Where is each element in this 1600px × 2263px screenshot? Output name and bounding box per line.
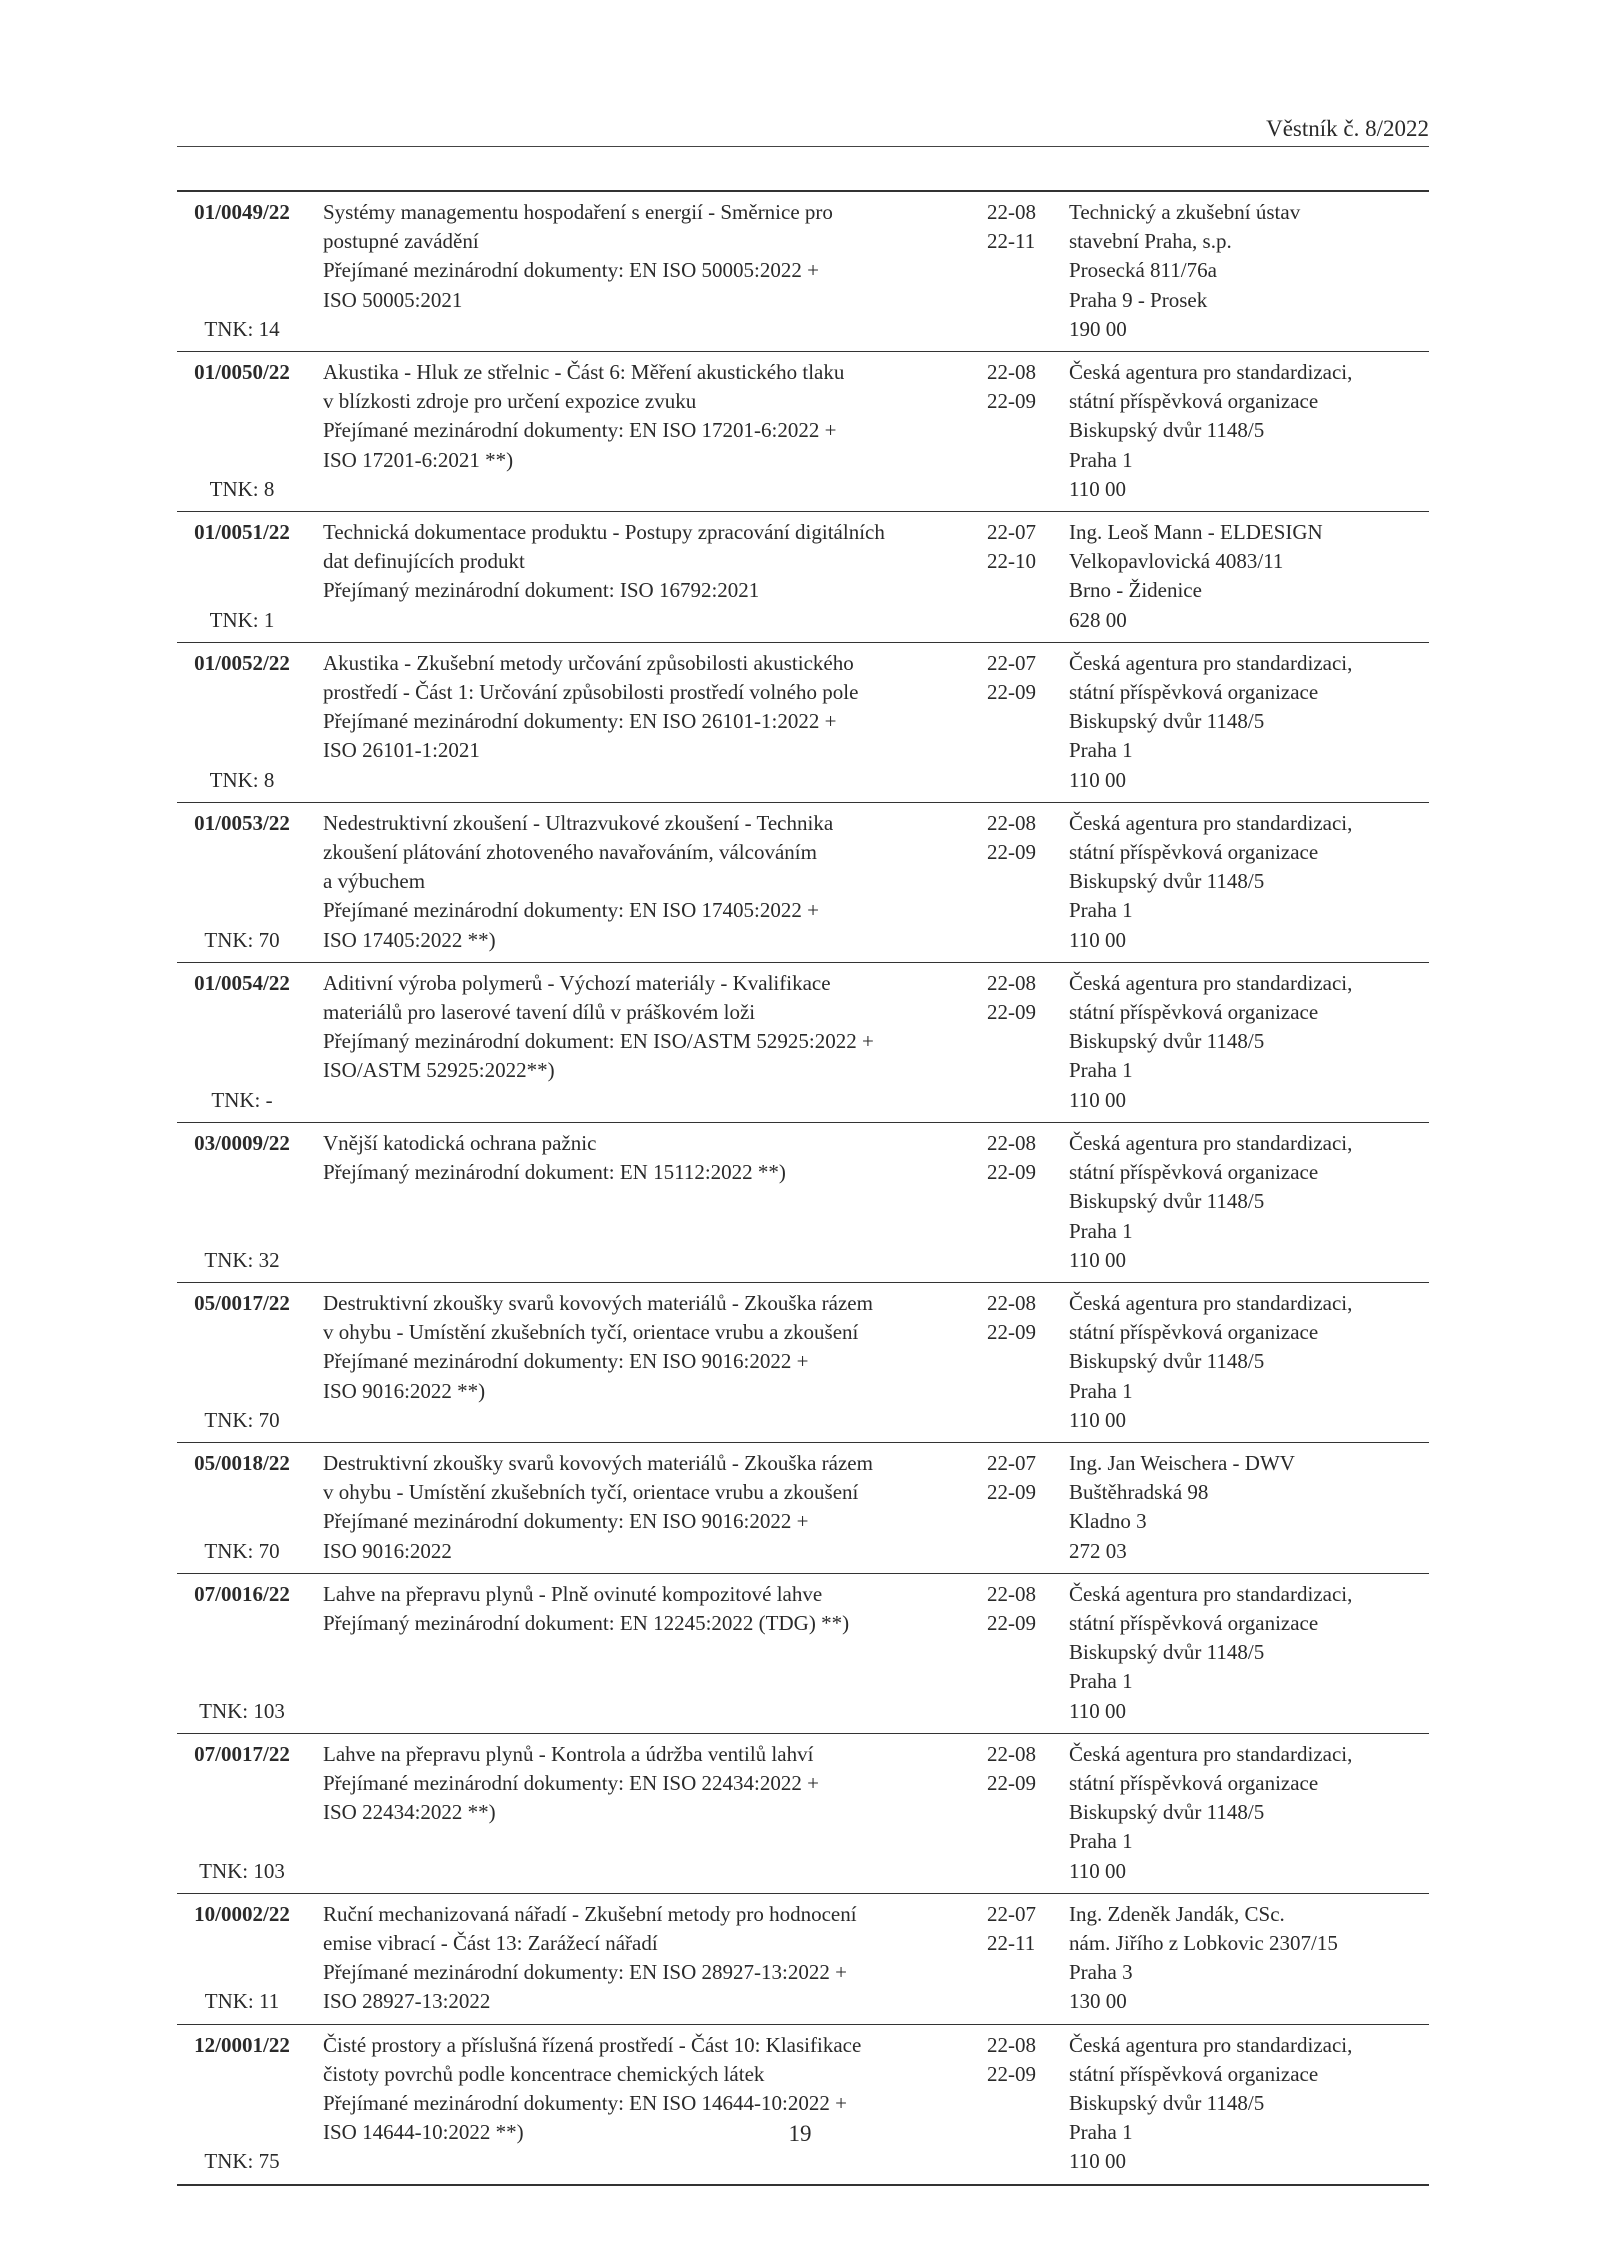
entry-address-line: Biskupský dvůr 1148/5 xyxy=(1069,1349,1265,1374)
entry-title-line: Akustika - Zkušební metody určování způsobilosti akustického xyxy=(323,650,854,675)
entry-address-line: Ing. Jan Weischera - DWV xyxy=(1069,1450,1295,1475)
entry-address-line: Biskupský dvůr 1148/5 xyxy=(1069,418,1265,443)
entry-address-line: Praha 3 xyxy=(1069,1960,1133,1985)
entry-title-cell xyxy=(307,1580,969,1726)
entry-address-line: Česká agentura pro standardizaci, xyxy=(1069,1290,1353,1315)
table-row xyxy=(177,962,1429,1122)
entry-title-line: v ohybu - Umístění zkušebních tyčí, orientace vrubu a zkoušení xyxy=(323,1480,859,1505)
entry-address-line: Biskupský dvůr 1148/5 xyxy=(1069,1800,1265,1825)
entry-dates-cell xyxy=(969,518,1064,635)
entry-tnk: TNK: 70 xyxy=(204,1407,280,1432)
entry-address-line: Česká agentura pro standardizaci, xyxy=(1069,1741,1353,1766)
entry-id-cell xyxy=(177,1449,307,1566)
entry-id-cell xyxy=(177,1900,307,2017)
entry-address-line: státní příspěvková organizace xyxy=(1069,1160,1319,1185)
page-header xyxy=(177,112,1429,147)
entry-dates-cell xyxy=(969,1449,1064,1566)
entry-title-cell xyxy=(307,518,969,635)
entry-address-line: 190 00 xyxy=(1069,316,1127,341)
entry-tnk: TNK: 1 xyxy=(209,607,275,632)
entry-title-cell xyxy=(307,1129,969,1275)
entry-title-line: ISO 26101-1:2021 xyxy=(323,738,480,763)
entry-address-line: státní příspěvková organizace xyxy=(1069,1770,1319,1795)
entry-address-line: Praha 1 xyxy=(1069,447,1133,472)
entry-title-cell xyxy=(307,969,969,1115)
entry-title-line: Akustika - Hluk ze střelnic - Část 6: Měření akustického tlaku xyxy=(323,360,845,385)
entry-id-cell xyxy=(177,1289,307,1435)
entry-title-cell xyxy=(307,649,969,795)
entry-title-cell xyxy=(307,1900,969,2017)
entry-address-line: 110 00 xyxy=(1069,1407,1126,1432)
entry-title-line: Přejímané mezinárodní dokumenty: EN ISO 14644-10:2022 + xyxy=(323,2090,847,2115)
entry-address-cell xyxy=(1064,969,1429,1115)
entry-tnk: TNK: 8 xyxy=(209,767,275,792)
entry-id-cell xyxy=(177,649,307,795)
entry-title-cell xyxy=(307,2031,969,2177)
entry-title-line: postupné zavádění xyxy=(323,229,479,254)
entry-title-line: Nedestruktivní zkoušení - Ultrazvukové zkoušení - Technika xyxy=(323,810,834,835)
entry-address-line: Praha 1 xyxy=(1069,1378,1133,1403)
entry-address-line: Česká agentura pro standardizaci, xyxy=(1069,650,1353,675)
entry-date: 22-09 xyxy=(987,1770,1036,1795)
entry-date: 22-07 xyxy=(987,1901,1036,1926)
page-number: 19 xyxy=(788,2121,812,2146)
entry-date: 22-08 xyxy=(987,1581,1036,1606)
entry-dates-cell xyxy=(969,1900,1064,2017)
entry-title-line: Přejímané mezinárodní dokumenty: EN ISO 17405:2022 + xyxy=(323,898,819,923)
entry-id-cell xyxy=(177,969,307,1115)
entry-address-cell xyxy=(1064,1740,1429,1886)
entry-address-line: Biskupský dvůr 1148/5 xyxy=(1069,1029,1265,1054)
entry-address-line: 110 00 xyxy=(1069,1087,1126,1112)
entry-address-line: státní příspěvková organizace xyxy=(1069,680,1319,705)
entry-id-cell xyxy=(177,1580,307,1726)
entry-address-line: 110 00 xyxy=(1069,1247,1126,1272)
entry-title-cell xyxy=(307,358,969,504)
entry-address-cell xyxy=(1064,518,1429,635)
entry-address-line: Kladno 3 xyxy=(1069,1509,1147,1534)
entry-date: 22-08 xyxy=(987,200,1036,224)
entry-address-line: Biskupský dvůr 1148/5 xyxy=(1069,2090,1265,2115)
entry-title-cell xyxy=(307,1289,969,1435)
entry-address-line: Česká agentura pro standardizaci, xyxy=(1069,360,1353,385)
entry-title-line: Přejímaný mezinárodní dokument: EN 15112:2022 **) xyxy=(323,1160,786,1185)
entry-address-line: Brno - Židenice xyxy=(1069,578,1202,603)
entry-title-line: Destruktivní zkoušky svarů kovových materiálů - Zkouška rázem xyxy=(323,1450,873,1475)
entry-date: 22-10 xyxy=(987,549,1036,574)
entry-address-line: státní příspěvková organizace xyxy=(1069,389,1319,414)
entry-address-cell xyxy=(1064,809,1429,955)
entry-title-line: emise vibrací - Část 13: Zarážecí nářadí xyxy=(323,1930,658,1955)
entry-title-line: Technická dokumentace produktu - Postupy zpracování digitálních xyxy=(323,520,885,545)
entry-number: 01/0053/22 xyxy=(194,810,290,835)
entry-date: 22-07 xyxy=(987,1450,1036,1475)
entry-tnk: TNK: 8 xyxy=(209,476,275,501)
entry-title-line: ISO/ASTM 52925:2022**) xyxy=(323,1058,555,1083)
entry-title-line: v blízkosti zdroje pro určení expozice zvuku xyxy=(323,389,697,414)
entry-date: 22-09 xyxy=(987,680,1036,705)
entry-title-line: Přejímané mezinárodní dokumenty: EN ISO 9016:2022 + xyxy=(323,1509,809,1534)
entry-address-line: státní příspěvková organizace xyxy=(1069,2061,1319,2086)
entry-date: 22-09 xyxy=(987,1610,1036,1635)
entry-title-line: dat definujících produkt xyxy=(323,549,525,574)
entry-address-line: Biskupský dvůr 1148/5 xyxy=(1069,1640,1265,1665)
entry-number: 12/0001/22 xyxy=(194,2032,290,2057)
entry-dates-cell xyxy=(969,1740,1064,1886)
entry-address-line: Biskupský dvůr 1148/5 xyxy=(1069,869,1265,894)
entry-title-line: Destruktivní zkoušky svarů kovových materiálů - Zkouška rázem xyxy=(323,1290,873,1315)
entry-id-cell xyxy=(177,809,307,955)
entry-title-line: ISO 17405:2022 **) xyxy=(323,927,496,952)
entry-address-line: Ing. Zdeněk Jandák, CSc. xyxy=(1069,1901,1285,1926)
entry-address-line: Česká agentura pro standardizaci, xyxy=(1069,2032,1353,2057)
table-row xyxy=(177,192,1429,351)
entry-address-line: Praha 1 xyxy=(1069,1829,1133,1854)
entry-title-line: Aditivní výroba polymerů - Výchozí materiály - Kvalifikace xyxy=(323,970,831,995)
entry-title-cell xyxy=(307,1449,969,1566)
entry-id-cell xyxy=(177,1129,307,1275)
table-row xyxy=(177,351,1429,511)
entry-address-line: Česká agentura pro standardizaci, xyxy=(1069,810,1353,835)
entry-tnk: TNK: 75 xyxy=(204,2149,280,2174)
entry-tnk: TNK: 11 xyxy=(204,1989,280,2014)
entry-address-line: Biskupský dvůr 1148/5 xyxy=(1069,1189,1265,1214)
table-row xyxy=(177,1282,1429,1442)
entry-title-line: Přejímané mezinárodní dokumenty: EN ISO 22434:2022 + xyxy=(323,1770,819,1795)
entry-date: 22-09 xyxy=(987,840,1036,865)
entry-title-line: Přejímané mezinárodní dokumenty: EN ISO 17201-6:2022 + xyxy=(323,418,837,443)
entry-date: 22-08 xyxy=(987,810,1036,835)
entry-address-line: Praha 9 - Prosek xyxy=(1069,287,1208,312)
entry-title-line: Přejímaný mezinárodní dokument: EN 12245:2022 (TDG) **) xyxy=(323,1610,850,1635)
entry-title-line: zkoušení plátování zhotoveného navařováním, válcováním xyxy=(323,840,817,865)
standards-table xyxy=(177,190,1429,2186)
entry-title-line: ISO 14644-10:2022 **) xyxy=(323,2120,524,2145)
entry-title-line: Čisté prostory a příslušná řízená prostředí - Část 10: Klasifikace xyxy=(323,2032,862,2057)
entry-tnk: TNK: 103 xyxy=(199,1698,285,1723)
entry-address-line: nám. Jiřího z Lobkovic 2307/15 xyxy=(1069,1930,1338,1955)
entry-date: 22-09 xyxy=(987,1160,1036,1185)
entry-address-line: Ing. Leoš Mann - ELDESIGN xyxy=(1069,520,1323,545)
entry-dates-cell xyxy=(969,969,1064,1115)
entry-address-line: státní příspěvková organizace xyxy=(1069,1320,1319,1345)
entry-dates-cell xyxy=(969,1129,1064,1275)
entry-address-cell xyxy=(1064,1449,1429,1566)
entry-address-line: 110 00 xyxy=(1069,927,1126,952)
entry-tnk: TNK: 70 xyxy=(204,1538,280,1563)
entry-id-cell xyxy=(177,518,307,635)
table-row xyxy=(177,511,1429,642)
entry-title-line: ISO 22434:2022 **) xyxy=(323,1800,496,1825)
entry-title-line: materiálů pro laserové tavení dílů v práškovém loži xyxy=(323,1000,756,1025)
table-row xyxy=(177,2024,1429,2184)
entry-date: 22-08 xyxy=(987,1130,1036,1155)
entry-address-cell xyxy=(1064,2031,1429,2177)
entry-dates-cell xyxy=(969,198,1064,344)
entry-address-line: Praha 1 xyxy=(1069,1669,1133,1694)
entry-number: 05/0017/22 xyxy=(194,1290,290,1315)
entry-address-line: Praha 1 xyxy=(1069,2120,1133,2145)
entry-dates-cell xyxy=(969,1289,1064,1435)
entry-address-cell xyxy=(1064,358,1429,504)
entry-address-line: 628 00 xyxy=(1069,607,1127,632)
entry-tnk: TNK: 14 xyxy=(204,316,280,341)
entry-address-line: Praha 1 xyxy=(1069,898,1133,923)
entry-address-line: 110 00 xyxy=(1069,1858,1126,1883)
table-row xyxy=(177,642,1429,802)
entry-address-line: Prosecká 811/76a xyxy=(1069,258,1217,283)
entry-address-cell xyxy=(1064,1129,1429,1275)
entry-number: 07/0016/22 xyxy=(194,1581,290,1606)
entry-title-line: ISO 50005:2021 xyxy=(323,287,463,312)
entry-title-line: Ruční mechanizovaná nářadí - Zkušební metody pro hodnocení xyxy=(323,1901,857,1926)
entry-date: 22-11 xyxy=(987,229,1036,254)
entry-address-line: 110 00 xyxy=(1069,767,1126,792)
entry-date: 22-09 xyxy=(987,389,1036,414)
entry-address-line: stavební Praha, s.p. xyxy=(1069,229,1232,254)
entry-dates-cell xyxy=(969,809,1064,955)
entry-dates-cell xyxy=(969,1580,1064,1726)
entry-title-line: Přejímané mezinárodní dokumenty: EN ISO 26101-1:2022 + xyxy=(323,709,837,734)
entry-address-line: Buštěhradská 98 xyxy=(1069,1480,1209,1505)
entry-date: 22-08 xyxy=(987,970,1036,995)
entry-address-line: Praha 1 xyxy=(1069,738,1133,763)
entry-address-line: 110 00 xyxy=(1069,1698,1126,1723)
entry-address-line: Velkopavlovická 4083/11 xyxy=(1069,549,1284,574)
entry-dates-cell xyxy=(969,649,1064,795)
table-row xyxy=(177,1733,1429,1893)
entry-number: 01/0049/22 xyxy=(194,200,290,224)
entry-address-line: Česká agentura pro standardizaci, xyxy=(1069,1581,1353,1606)
entry-address-line: Praha 1 xyxy=(1069,1058,1133,1083)
entry-date: 22-07 xyxy=(987,650,1036,675)
table-row xyxy=(177,802,1429,962)
entry-title-line: a výbuchem xyxy=(323,869,426,894)
entry-address-line: 110 00 xyxy=(1069,476,1126,501)
entry-number: 10/0002/22 xyxy=(194,1901,290,1926)
entry-title-line: ISO 28927-13:2022 xyxy=(323,1989,491,2014)
entry-title-cell xyxy=(307,198,969,344)
entry-address-line: 110 00 xyxy=(1069,2149,1126,2174)
entry-title-line: Systémy managementu hospodaření s energií - Směrnice pro xyxy=(323,200,833,224)
entry-address-line: Praha 1 xyxy=(1069,1218,1133,1243)
entry-address-line: státní příspěvková organizace xyxy=(1069,1610,1319,1635)
entry-address-line: Biskupský dvůr 1148/5 xyxy=(1069,709,1265,734)
entry-address-cell xyxy=(1064,198,1429,344)
entry-id-cell xyxy=(177,1740,307,1886)
entry-address-line: Technický a zkušební ústav xyxy=(1069,200,1301,224)
journal-title: Věstník č. 8/2022 xyxy=(1266,116,1429,141)
entry-address-line: státní příspěvková organizace xyxy=(1069,840,1319,865)
entry-title-cell xyxy=(307,1740,969,1886)
entry-title-line: ISO 9016:2022 **) xyxy=(323,1378,486,1403)
entry-dates-cell xyxy=(969,2031,1064,2177)
entry-number: 01/0054/22 xyxy=(194,970,290,995)
entry-title-line: Lahve na přepravu plynů - Plně ovinuté kompozitové lahve xyxy=(323,1581,823,1606)
entry-date: 22-09 xyxy=(987,1320,1036,1345)
entry-number: 01/0051/22 xyxy=(194,520,290,545)
entry-title-cell xyxy=(307,809,969,955)
table-row xyxy=(177,1893,1429,2024)
entry-id-cell xyxy=(177,198,307,344)
table-row xyxy=(177,1122,1429,1282)
entry-tnk: TNK: - xyxy=(211,1087,273,1112)
entry-date: 22-09 xyxy=(987,1000,1036,1025)
entry-number: 03/0009/22 xyxy=(194,1130,290,1155)
entry-title-line: ISO 9016:2022 xyxy=(323,1538,452,1563)
entry-id-cell xyxy=(177,2031,307,2177)
entry-title-line: prostředí - Část 1: Určování způsobilosti prostředí volného pole xyxy=(323,680,859,705)
entry-address-line: Česká agentura pro standardizaci, xyxy=(1069,1130,1353,1155)
entry-address-cell xyxy=(1064,1580,1429,1726)
entry-title-line: Vnější katodická ochrana pažnic xyxy=(323,1130,597,1155)
entry-address-cell xyxy=(1064,1900,1429,2017)
entry-address-line: 272 03 xyxy=(1069,1538,1127,1563)
entry-title-line: Lahve na přepravu plynů - Kontrola a údržba ventilů lahví xyxy=(323,1741,814,1766)
entry-date: 22-07 xyxy=(987,520,1036,545)
entry-number: 07/0017/22 xyxy=(194,1741,290,1766)
table-row xyxy=(177,1573,1429,1733)
entry-title-line: Přejímaný mezinárodní dokument: ISO 16792:2021 xyxy=(323,578,760,603)
table-row xyxy=(177,1442,1429,1573)
entry-address-line: Česká agentura pro standardizaci, xyxy=(1069,970,1353,995)
entry-address-cell xyxy=(1064,1289,1429,1435)
entry-address-cell xyxy=(1064,649,1429,795)
entry-dates-cell xyxy=(969,358,1064,504)
entry-title-line: čistoty povrchů podle koncentrace chemických látek xyxy=(323,2061,765,2086)
entry-number: 05/0018/22 xyxy=(194,1450,290,1475)
entry-address-line: státní příspěvková organizace xyxy=(1069,1000,1319,1025)
entry-date: 22-08 xyxy=(987,2032,1036,2057)
entry-number: 01/0050/22 xyxy=(194,360,290,385)
entry-number: 01/0052/22 xyxy=(194,650,290,675)
entry-id-cell xyxy=(177,358,307,504)
entry-title-line: v ohybu - Umístění zkušebních tyčí, orientace vrubu a zkoušení xyxy=(323,1320,859,1345)
entry-tnk: TNK: 103 xyxy=(199,1858,285,1883)
entry-date: 22-08 xyxy=(987,1741,1036,1766)
entry-date: 22-09 xyxy=(987,2061,1036,2086)
entry-title-line: Přejímaný mezinárodní dokument: EN ISO/ASTM 52925:2022 + xyxy=(323,1029,874,1054)
entry-title-line: Přejímané mezinárodní dokumenty: EN ISO 50005:2022 + xyxy=(323,258,819,283)
entry-tnk: TNK: 32 xyxy=(204,1247,280,1272)
entry-title-line: ISO 17201-6:2021 **) xyxy=(323,447,514,472)
entry-date: 22-08 xyxy=(987,360,1036,385)
entry-date: 22-11 xyxy=(987,1930,1036,1955)
entry-tnk: TNK: 70 xyxy=(204,927,280,952)
entry-address-line: 130 00 xyxy=(1069,1989,1127,2014)
entry-title-line: Přejímané mezinárodní dokumenty: EN ISO 28927-13:2022 + xyxy=(323,1960,847,1985)
entry-title-line: Přejímané mezinárodní dokumenty: EN ISO 9016:2022 + xyxy=(323,1349,809,1374)
entry-date: 22-08 xyxy=(987,1290,1036,1315)
entry-date: 22-09 xyxy=(987,1480,1036,1505)
